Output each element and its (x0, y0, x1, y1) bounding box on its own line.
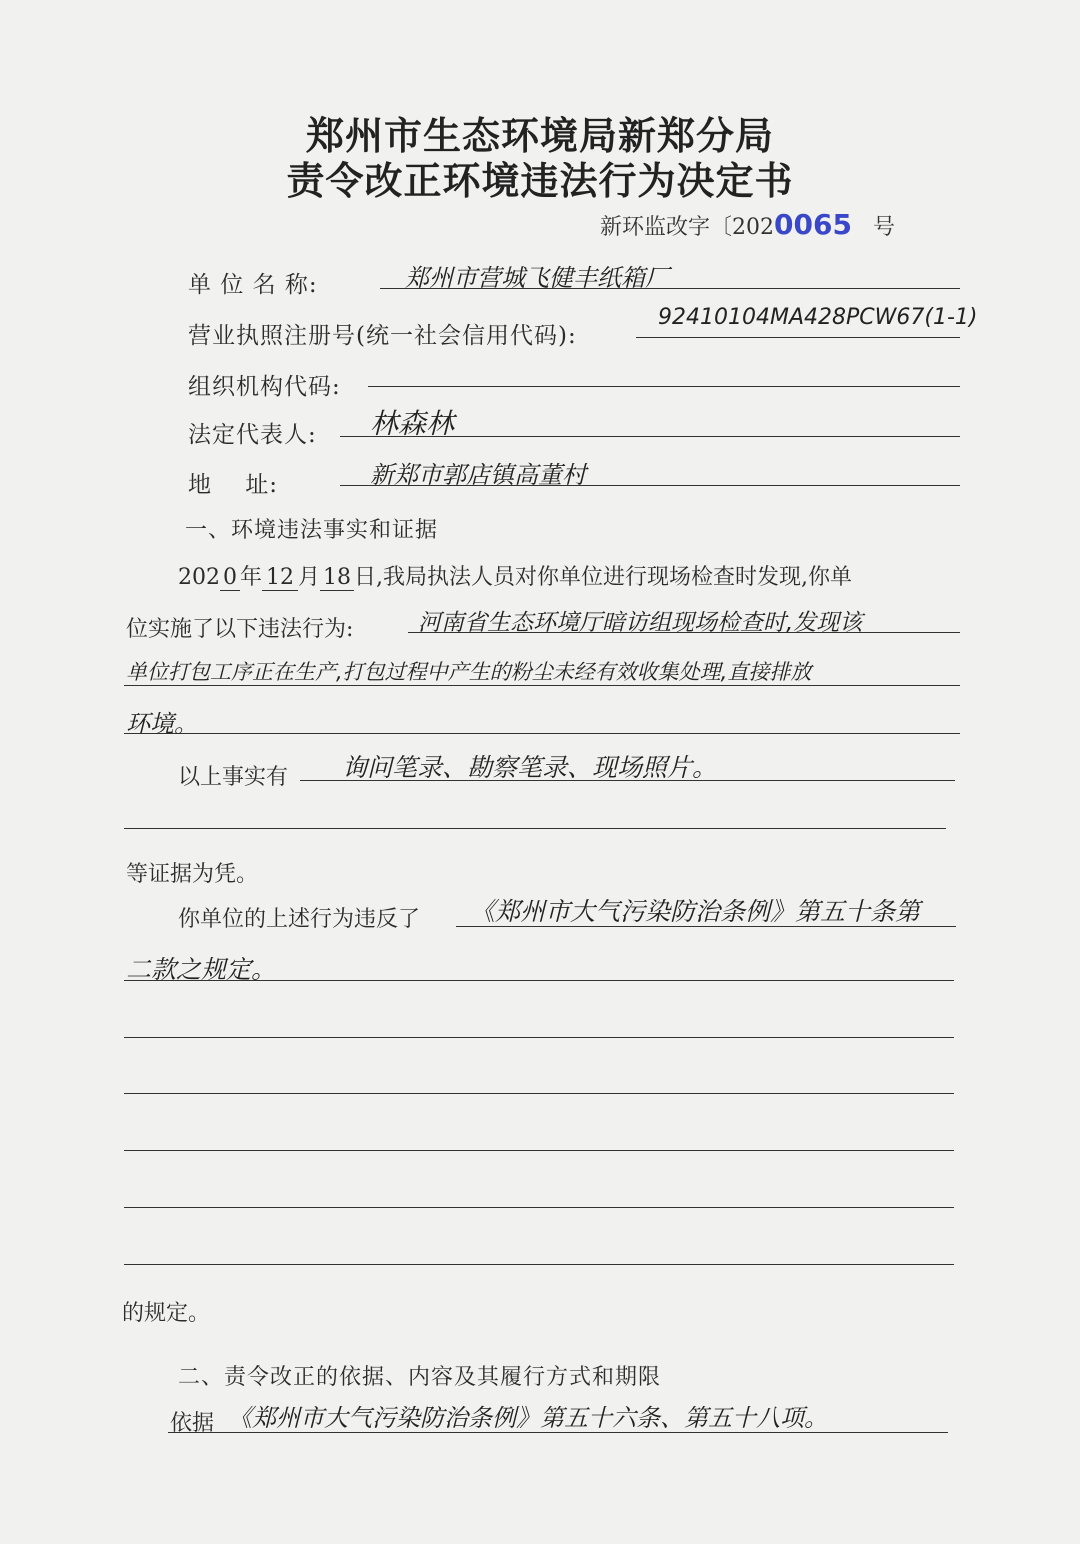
violation-text-3: 环境。 (126, 710, 198, 738)
document-title-line1: 郑州市生态环境局新郑分局 (305, 113, 774, 158)
violation-text-2: 单位打包工序正在生产,打包过程中产生的粉尘未经有效收集处理,直接排放 (126, 660, 812, 684)
blank-underline-2 (124, 1093, 954, 1094)
document-title-line2: 责令改正环境违法行为决定书 (286, 158, 794, 203)
document-number (600, 208, 895, 241)
violation-text-1: 河南省生态环境厅暗访组现场检查时,发现该 (418, 610, 863, 636)
date-day: 18 (320, 565, 354, 591)
blank-underline-4 (124, 1207, 954, 1208)
legal-rep-label: 法定代表人: (188, 422, 317, 448)
violation-underline-3 (124, 733, 960, 734)
doc-prefix: 新环监改字〔202 (600, 215, 774, 240)
evidence-suffix: 等证据为凭。 (126, 862, 259, 887)
license-value: 92410104MA428PCW67(1-1) (658, 305, 978, 330)
inspection-date-line (178, 560, 852, 591)
unit-name-label: 单 位 名 称: (188, 272, 318, 298)
date-month-label: 月 (298, 565, 321, 590)
regulation-suffix: 的规定。 (122, 1301, 211, 1326)
section1-heading: 一、环境违法事实和证据 (185, 518, 439, 543)
date-month: 12 (262, 565, 298, 591)
date-day-label: 日,我局执法人员对你单位进行现场检查时发现,你单 (354, 565, 853, 590)
basis-text: 《郑州市大气污染防治条例》第五十六条、第五十八项。 (228, 1404, 828, 1432)
basis-prefix: 依据 (170, 1411, 215, 1436)
license-underline (636, 337, 960, 338)
section2-heading: 二、责令改正的依据、内容及其履行方式和期限 (178, 1365, 662, 1390)
evidence-text: 询问笔录、勘察笔录、现场照片。 (342, 753, 718, 782)
date-prefix: 202 (178, 565, 220, 590)
violates-text-2: 二款之规定。 (126, 955, 277, 984)
blank-underline-1 (124, 1037, 954, 1038)
facts-prefix: 以上事实有 (178, 765, 289, 790)
unit-name-value: 郑州市营城飞健丰纸箱厂 (405, 264, 669, 292)
license-label: 营业执照注册号(统一社会信用代码): (188, 323, 577, 349)
violates-text-1: 《郑州市大气污染防治条例》第五十条第 (470, 897, 921, 926)
violation-prefix: 位实施了以下违法行为: (126, 617, 354, 642)
violates-prefix: 你单位的上述行为违反了 (178, 907, 421, 932)
org-code-label: 组织机构代码: (188, 374, 341, 400)
address-value: 新郑市郭店镇高董村 (370, 461, 586, 489)
address-label: 地 址: (188, 472, 278, 498)
evidence-underline-2 (124, 828, 946, 829)
legal-rep-value: 林森林 (370, 407, 455, 440)
blank-underline-3 (124, 1150, 954, 1151)
blank-underline-5 (124, 1264, 954, 1265)
doc-suffix: 号 (872, 215, 895, 240)
doc-number-value: 0065 (774, 208, 852, 241)
org-code-underline (368, 386, 960, 387)
date-year-label: 年 (240, 565, 263, 590)
date-year: 0 (220, 565, 240, 591)
